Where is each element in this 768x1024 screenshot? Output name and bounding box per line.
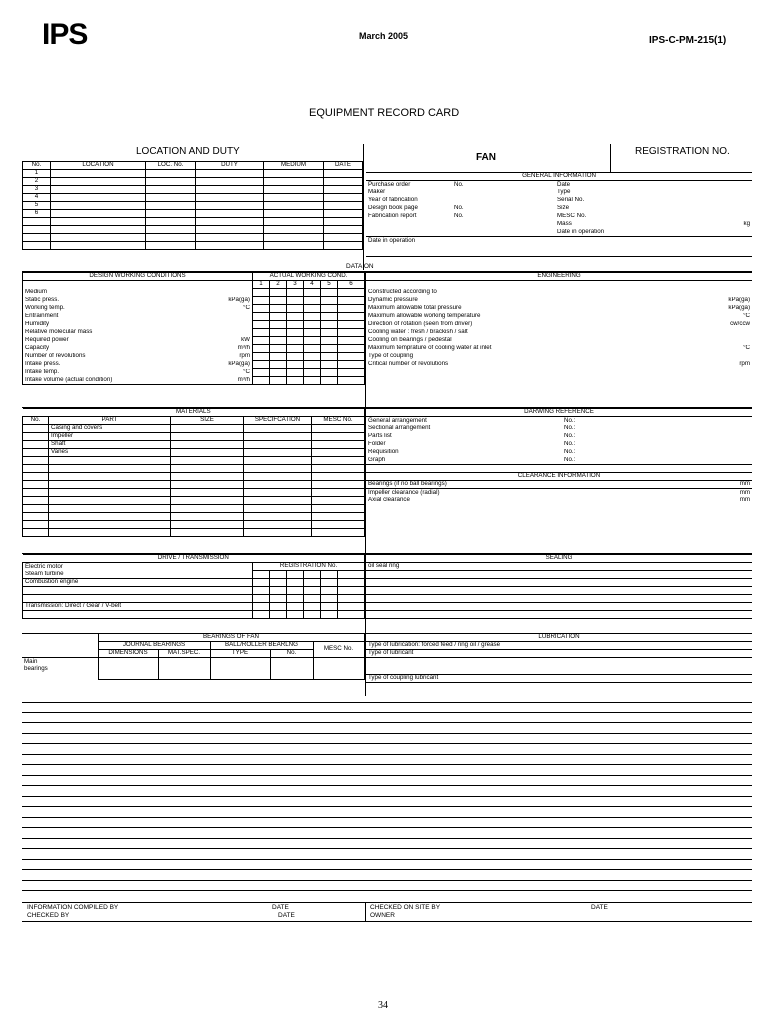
rule xyxy=(366,256,752,257)
lubrication-heading: LUBRICATION xyxy=(366,634,752,642)
drive-row-label xyxy=(23,595,253,603)
eng-row-label: Cooling water : fresh / brackish / salt xyxy=(368,328,468,336)
registration-heading: REGISTRATION NO. xyxy=(635,146,730,157)
row-number: 4 xyxy=(23,194,51,202)
field-mid: No. xyxy=(454,204,464,212)
eng-row-unit: kPa(ga) xyxy=(728,304,751,312)
location-heading: LOCATION AND DUTY xyxy=(136,146,240,157)
clearance-unit: mm xyxy=(739,480,750,488)
materials-table xyxy=(22,408,365,537)
col-duty: DUTY xyxy=(196,162,264,170)
drive-heading: DRIVE / TRANSMISSION xyxy=(23,555,365,563)
bearing-col-type: TYPE xyxy=(210,650,270,658)
field-mid xyxy=(452,221,555,229)
ball-heading: BALL/ROLLER BEARLNG xyxy=(210,642,313,650)
field-label xyxy=(366,229,452,237)
eng-row-label: Dynamic pressure xyxy=(368,296,418,304)
eng-row-unit xyxy=(702,329,752,337)
data-on-label: DATA ON xyxy=(346,263,374,270)
mat-col-mesc: MESC No. xyxy=(312,417,365,425)
field-right: Type xyxy=(557,188,571,196)
sealing-table xyxy=(366,554,752,619)
row-number: 3 xyxy=(23,186,51,194)
field-mid: No. xyxy=(454,180,464,188)
field-mid: No. xyxy=(454,212,464,220)
checked-by-label: CHECKED BY xyxy=(27,912,70,919)
design-row-unit: m³/h xyxy=(237,344,250,352)
field-label: Year of fabrication xyxy=(368,196,418,204)
field-unit xyxy=(705,189,752,197)
design-row-unit: °C xyxy=(243,368,250,376)
part-name: Impeller xyxy=(49,433,171,441)
field-unit: kg xyxy=(743,220,751,228)
col-loc-no: LOC. No. xyxy=(146,162,196,170)
drive-registration: REGISTRATION No. xyxy=(253,563,365,571)
fan-divider xyxy=(610,144,611,172)
site-date-label: DATE xyxy=(591,904,608,911)
drawing-no: No.: xyxy=(564,424,576,432)
drawing-no: No.: xyxy=(564,440,576,448)
engineering-heading: ENGINEERING xyxy=(366,273,752,281)
design-row-unit: kPa(ga) xyxy=(228,360,250,368)
clearance-heading: CLEARANCE INFORMATION xyxy=(366,473,752,481)
eng-row-unit: cw/ccw xyxy=(730,320,751,328)
footer-divider xyxy=(365,902,366,921)
lubrication-row: Type of coupling lubricant xyxy=(366,675,752,683)
eng-row-unit xyxy=(702,353,752,361)
bearing-col-dimensions: DIMENSIONS xyxy=(98,650,158,658)
drawing-no: No.: xyxy=(564,448,576,456)
eng-row-unit: °C xyxy=(743,312,751,320)
eng-row-label: Type of coupling xyxy=(368,352,414,360)
design-conditions-table xyxy=(22,272,365,385)
journal-heading: JOURNAL BEARINGS xyxy=(98,642,210,650)
col-date: DATE xyxy=(324,162,363,170)
mat-col-no: No. xyxy=(23,417,49,425)
field-unit xyxy=(705,205,752,213)
field-unit xyxy=(705,213,752,221)
field-right: Mass xyxy=(557,220,572,228)
drawing-label: Parts list xyxy=(368,432,392,440)
bearings-mesc: MESC No. xyxy=(313,642,364,658)
owner-label: OWNER xyxy=(370,912,395,919)
design-row-label: Entrainment xyxy=(25,312,59,320)
drive-row-label: Electric motor xyxy=(23,563,253,571)
field-label: Date in operation xyxy=(366,237,452,245)
row-number: 2 xyxy=(23,178,51,186)
actual-col: 4 xyxy=(304,281,321,289)
design-row-unit: rpm xyxy=(239,352,250,360)
field-label: Design book page xyxy=(368,204,418,212)
field-right: Date xyxy=(557,180,571,188)
clearance-label: Impeller clearance (radial) xyxy=(366,489,562,497)
rule xyxy=(22,902,752,903)
drawing-label: Requisition xyxy=(368,448,399,456)
eng-row-label: Direction of rotation (seen from driver) xyxy=(368,320,473,328)
general-info-table xyxy=(366,172,752,245)
checked-on-site-label: CHECKED ON SITE BY xyxy=(370,904,441,911)
clearance-label: Axial clearance xyxy=(368,496,410,504)
design-row-label: Relative molecular mass xyxy=(25,328,93,336)
field-label: Fabrication report xyxy=(368,212,417,220)
bearing-col-mat: MAT.SPEC. xyxy=(158,650,210,658)
field-mid xyxy=(452,197,555,205)
compiled-date-label: DATE xyxy=(272,904,289,911)
engineering-table xyxy=(366,272,752,369)
eng-row-label: Maximum temprature of cooling water at inlet xyxy=(368,344,492,352)
row-number: 6 xyxy=(23,210,51,218)
compiled-by-label: INFORMATION COMPILED BY xyxy=(27,904,119,911)
actual-col: 2 xyxy=(270,281,287,289)
sealing-row: oil seal ring xyxy=(366,563,752,571)
row-number: 5 xyxy=(23,202,51,210)
lubrication-table xyxy=(366,633,752,683)
drive-row-label: Combustion engine xyxy=(23,579,253,587)
field-unit xyxy=(705,197,752,205)
drawing-no: No.: xyxy=(564,416,576,424)
drive-row-label: Transmission: Direct / Gear / V-belt xyxy=(23,603,253,611)
drive-row-label xyxy=(23,587,253,595)
actual-col: 5 xyxy=(321,281,338,289)
field-unit xyxy=(705,229,752,237)
main-bearings-label: Main xyxy=(24,658,38,665)
location-table xyxy=(22,161,363,250)
page-title: EQUIPMENT RECORD CARD xyxy=(309,107,460,119)
mat-col-size: SIZE xyxy=(171,417,244,425)
rule xyxy=(22,921,752,922)
clearance-label: Bearings (if no ball bearings) xyxy=(368,480,447,488)
drawing-no: No.: xyxy=(564,432,576,440)
actual-col: 6 xyxy=(338,281,365,289)
page-number: 34 xyxy=(378,1000,388,1011)
mat-col-spec: SPECIFCATION xyxy=(244,417,312,425)
design-row-label: Medium xyxy=(25,288,48,296)
main-bearings-label-2: bearings xyxy=(24,665,48,672)
part-name: Shaft xyxy=(49,441,171,449)
eng-row-label: Cooling on bearings / pedestal xyxy=(368,336,452,344)
field-mid xyxy=(452,229,555,237)
design-row-label: Required power xyxy=(25,336,69,344)
design-row-unit: kPa(ga) xyxy=(228,296,250,304)
drive-row-label: Steam turbine xyxy=(23,571,253,579)
field-unit xyxy=(705,181,752,189)
actual-col: 1 xyxy=(253,281,270,289)
field-mid xyxy=(452,189,555,197)
design-heading: DESIGN WORKING CONDITIONS xyxy=(23,273,253,281)
eng-row-unit: rpm xyxy=(739,360,751,368)
eng-row-unit xyxy=(702,289,752,297)
clearance-unit: mm xyxy=(712,489,752,497)
drawing-reference-table xyxy=(366,408,752,505)
section-divider xyxy=(363,144,364,270)
field-label xyxy=(366,221,452,229)
field-right: MESC No. xyxy=(557,212,587,220)
lubrication-row xyxy=(366,658,752,675)
materials-heading: MATERIALS xyxy=(23,409,365,417)
actual-col: 3 xyxy=(287,281,304,289)
design-row-label: Capacity xyxy=(25,344,50,352)
design-row-label: Humidity xyxy=(25,320,50,328)
field-right: Date in operation xyxy=(557,228,605,236)
row-number: 1 xyxy=(23,170,51,178)
eng-row-label: Constructed according to xyxy=(368,288,437,296)
mat-col-part: PART xyxy=(49,417,171,425)
bearing-col-no: No. xyxy=(270,650,313,658)
design-row-unit: m³/h xyxy=(237,376,250,384)
actual-heading: ACTUAL WORKING COND. xyxy=(253,273,365,281)
field-right: Serial No. xyxy=(557,196,585,204)
field-label: Purchase order xyxy=(368,180,411,188)
checked-date-label: DATE xyxy=(278,912,295,919)
design-row-label: Working temp. xyxy=(25,304,65,312)
design-row-unit: kW xyxy=(241,336,250,344)
drawing-label: Graph xyxy=(368,456,386,464)
eng-row-unit: °C xyxy=(743,344,751,352)
general-heading: GENERAL INFORMATION xyxy=(366,173,752,181)
design-row-label: Static press. xyxy=(25,296,60,304)
document-code: IPS-C-PM-215(1) xyxy=(649,35,727,46)
drawing-label: Sectional arrangement xyxy=(368,424,431,432)
drawing-label: General arrangement xyxy=(368,416,427,424)
drawing-label: Folder xyxy=(368,440,386,448)
col-no: No. xyxy=(23,162,51,170)
header-date: March 2005 xyxy=(359,31,409,41)
bearings-heading: BEARINGS OF FAN xyxy=(98,634,364,642)
drive-table xyxy=(22,554,365,619)
eng-row-label: Maximum allowable total pressure xyxy=(368,304,462,312)
sealing-heading: SEALING xyxy=(366,555,752,563)
col-location: LOCATION xyxy=(51,162,146,170)
eng-row-unit xyxy=(702,337,752,345)
lubrication-row: Type of lubrication: forced feed / ring oil / grease xyxy=(366,642,752,650)
drawing-heading: DARWING REFERENCE xyxy=(366,409,752,417)
eng-row-unit: kPa(ga) xyxy=(728,296,751,304)
eng-row-label: Maximum allowable working temperature xyxy=(368,312,481,320)
field-label: Maker xyxy=(368,188,386,196)
part-name: Casing and covers xyxy=(49,425,171,433)
design-row-unit: °C xyxy=(243,304,250,312)
part-name: Vanes xyxy=(49,449,171,457)
design-row-label: Number of revolutions xyxy=(25,352,86,360)
bearings-table xyxy=(22,633,365,680)
col-medium: MEDIUM xyxy=(264,162,324,170)
lubrication-row: Type of lubricant xyxy=(366,650,752,658)
fan-label: FAN xyxy=(476,152,496,163)
ips-logo: IPS xyxy=(42,18,88,51)
drawing-no: No.: xyxy=(564,456,576,464)
design-row-label: Intake volume (actual condition) xyxy=(25,376,113,384)
design-row-label: Intake press. xyxy=(25,360,61,368)
design-row-label: Intake temp. xyxy=(25,368,60,376)
field-right: Size xyxy=(557,204,570,212)
eng-row-label: Critical number of revolutions xyxy=(368,360,449,368)
clearance-unit: mm xyxy=(739,496,750,504)
